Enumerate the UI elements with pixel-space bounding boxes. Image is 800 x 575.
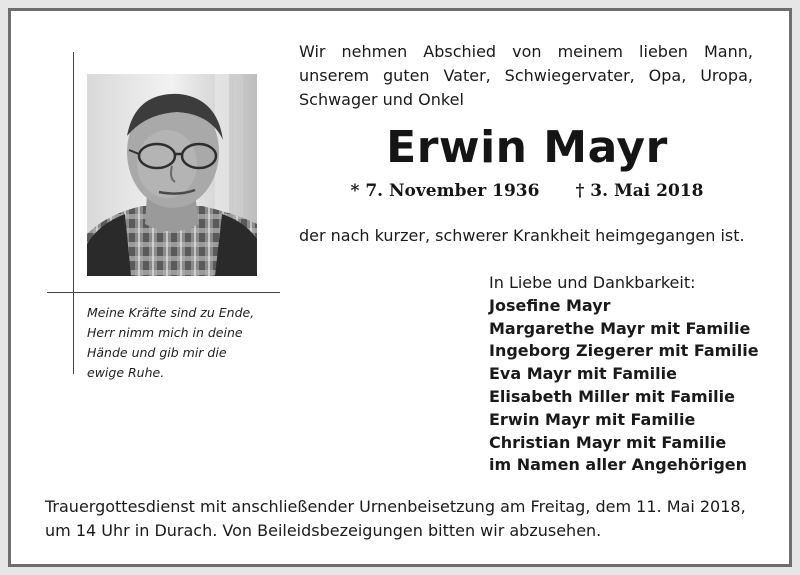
- vertical-divider: [73, 52, 74, 374]
- intro-word: Mann,: [703, 42, 753, 61]
- intro-line-2: [299, 64, 753, 88]
- intro-word: unserem: [299, 66, 370, 85]
- service-notice: [45, 495, 765, 543]
- intro-line-3: Schwager und Onkel: [299, 90, 464, 109]
- intro-word: nehmen: [341, 42, 408, 61]
- poem-line: ewige Ruhe.: [87, 365, 165, 380]
- family-member: im Namen aller Angehörigen: [489, 455, 748, 475]
- family-member: Ingeborg Ziegerer mit Familie: [489, 341, 759, 361]
- intro-line-1: [299, 40, 753, 64]
- deceased-name: Erwin Mayr: [386, 122, 668, 173]
- intro-word: Opa,: [648, 66, 687, 85]
- intro-word: meinem: [557, 42, 624, 61]
- family-member: Elisabeth Miller mit Familie: [489, 386, 735, 406]
- life-dates: [299, 177, 755, 205]
- family-member: Christian Mayr mit Familie: [489, 432, 727, 452]
- intro-word: Abschied: [423, 42, 497, 61]
- family-member: Josefine Mayr: [489, 295, 611, 315]
- intro-word: Schwiegervater,: [504, 66, 635, 85]
- intro-text: [299, 40, 769, 112]
- family-list: [489, 272, 789, 477]
- service-line-2: um 14 Uhr in Durach. Von Beileidsbezeigungen bitten wir abzusehen.: [45, 521, 602, 540]
- intro-word: Uropa,: [700, 66, 753, 85]
- poem-line: Hände und gib mir die: [87, 345, 227, 360]
- poem-line: Herr nimm mich in deine: [87, 325, 243, 340]
- service-line-1: Trauergottesdienst mit anschließender Urnenbeisetzung am Freitag, dem 11. Mai 2018,: [45, 497, 746, 516]
- intro-word: lieben: [639, 42, 688, 61]
- family-member: Eva Mayr mit Familie: [489, 364, 677, 384]
- poem-line: Meine Kräfte sind zu Ende,: [87, 305, 255, 320]
- birth-date: * 7. November 1936: [350, 181, 540, 201]
- intro-word: Wir: [299, 42, 326, 61]
- family-member: Margarethe Mayr mit Familie: [489, 318, 751, 338]
- poem-verse: [87, 303, 287, 383]
- death-date: † 3. Mai 2018: [575, 181, 704, 201]
- intro-word: von: [512, 42, 542, 61]
- horizontal-divider: [47, 292, 280, 293]
- family-member: Erwin Mayr mit Familie: [489, 409, 696, 429]
- portrait-photo: [87, 74, 257, 276]
- intro-word: guten: [383, 66, 430, 85]
- family-heading: In Liebe und Dankbarkeit:: [489, 273, 696, 292]
- passing-text: der nach kurzer, schwerer Krankheit heimgegangen ist.: [299, 226, 745, 245]
- intro-word: Vater,: [443, 66, 491, 85]
